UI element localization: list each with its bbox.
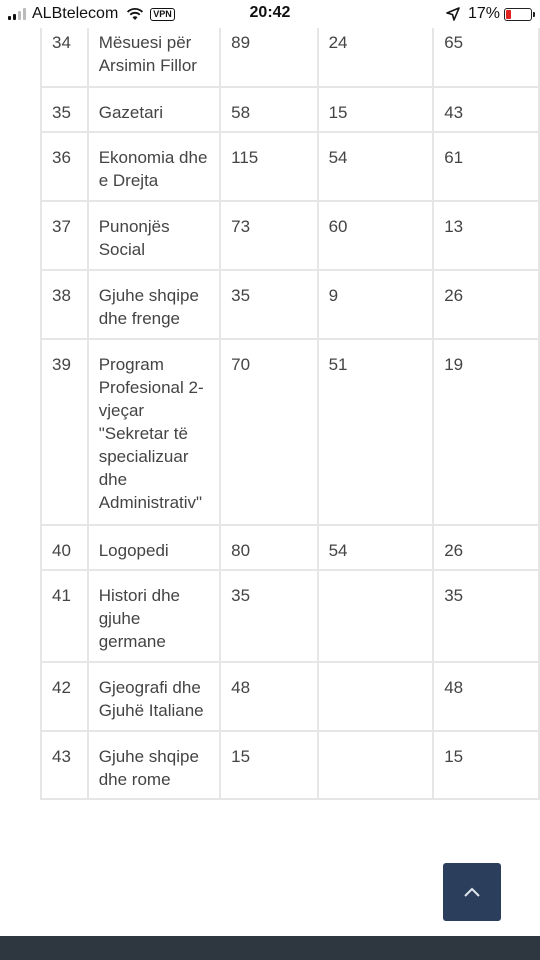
carrier-name: ALBtelecom [32, 5, 119, 22]
battery-icon [504, 8, 532, 21]
cell-value: 19 [433, 339, 539, 525]
program-name: Gjuhe shqipe dhe rome [88, 731, 220, 799]
cell-value: 15 [318, 87, 434, 132]
row-number: 35 [41, 87, 88, 132]
cell-value: 43 [433, 87, 539, 132]
status-bar [0, 0, 540, 28]
table-row [41, 201, 539, 270]
cell-value: 48 [220, 662, 317, 731]
table-row [41, 525, 539, 570]
cell-value: 15 [220, 731, 317, 799]
status-time: 20:42 [249, 4, 291, 21]
status-right [446, 4, 532, 24]
cell-value: 51 [318, 339, 434, 525]
table-row [41, 570, 539, 662]
program-name: Gjuhe shqipe dhe frenge [88, 270, 220, 339]
back-to-top-button[interactable] [443, 863, 501, 921]
row-number: 39 [41, 339, 88, 525]
cell-value: 54 [318, 525, 434, 570]
row-number: 36 [41, 132, 88, 201]
program-name: Gazetari [88, 87, 220, 132]
page-footer [0, 936, 540, 960]
table-row [41, 662, 539, 731]
cell-value: 70 [220, 339, 317, 525]
cell-value: 26 [433, 270, 539, 339]
table-row [41, 270, 539, 339]
chevron-up-icon [463, 886, 481, 898]
cell-value: 65 [433, 17, 539, 87]
cell-value: 61 [433, 132, 539, 201]
cell-value: 9 [318, 270, 434, 339]
row-number: 37 [41, 201, 88, 270]
cell-value [318, 662, 434, 731]
cell-value: 60 [318, 201, 434, 270]
row-number: 38 [41, 270, 88, 339]
cell-value: 26 [433, 525, 539, 570]
table-row [41, 731, 539, 799]
row-number: 34 [41, 17, 88, 87]
cell-value: 73 [220, 201, 317, 270]
cell-value: 54 [318, 132, 434, 201]
program-name: Histori dhe gjuhe germane [88, 570, 220, 662]
location-arrow-icon [446, 7, 460, 21]
row-number: 40 [41, 525, 88, 570]
cell-value: 35 [433, 570, 539, 662]
row-number: 43 [41, 731, 88, 799]
cell-value: 13 [433, 201, 539, 270]
table-row [41, 87, 539, 132]
cell-value: 15 [433, 731, 539, 799]
cell-value: 35 [220, 270, 317, 339]
battery-percent: 17% [467, 5, 500, 22]
cell-value: 89 [220, 17, 317, 87]
row-number: 41 [41, 570, 88, 662]
vpn-badge: VPN [150, 8, 175, 21]
cell-value [318, 731, 434, 799]
data-table [40, 16, 540, 800]
cell-value: 80 [220, 525, 317, 570]
cell-value: 58 [220, 87, 317, 132]
cell-value: 48 [433, 662, 539, 731]
program-name: Mësuesi për Arsimin Fillor [88, 17, 220, 87]
program-name: Punonjës Social [88, 201, 220, 270]
table-row [41, 132, 539, 201]
row-number: 42 [41, 662, 88, 731]
cell-value: 115 [220, 132, 317, 201]
cell-value [318, 570, 434, 662]
program-name: Logopedi [88, 525, 220, 570]
cell-value: 35 [220, 570, 317, 662]
program-name: Ekonomia dhe e Drejta [88, 132, 220, 201]
program-name: Program Profesional 2-vjeçar "Sekretar të specializuar dhe Administrativ" [88, 339, 220, 525]
table-row [41, 339, 539, 525]
program-name: Gjeografi dhe Gjuhë Italiane [88, 662, 220, 731]
cell-value: 24 [318, 17, 434, 87]
